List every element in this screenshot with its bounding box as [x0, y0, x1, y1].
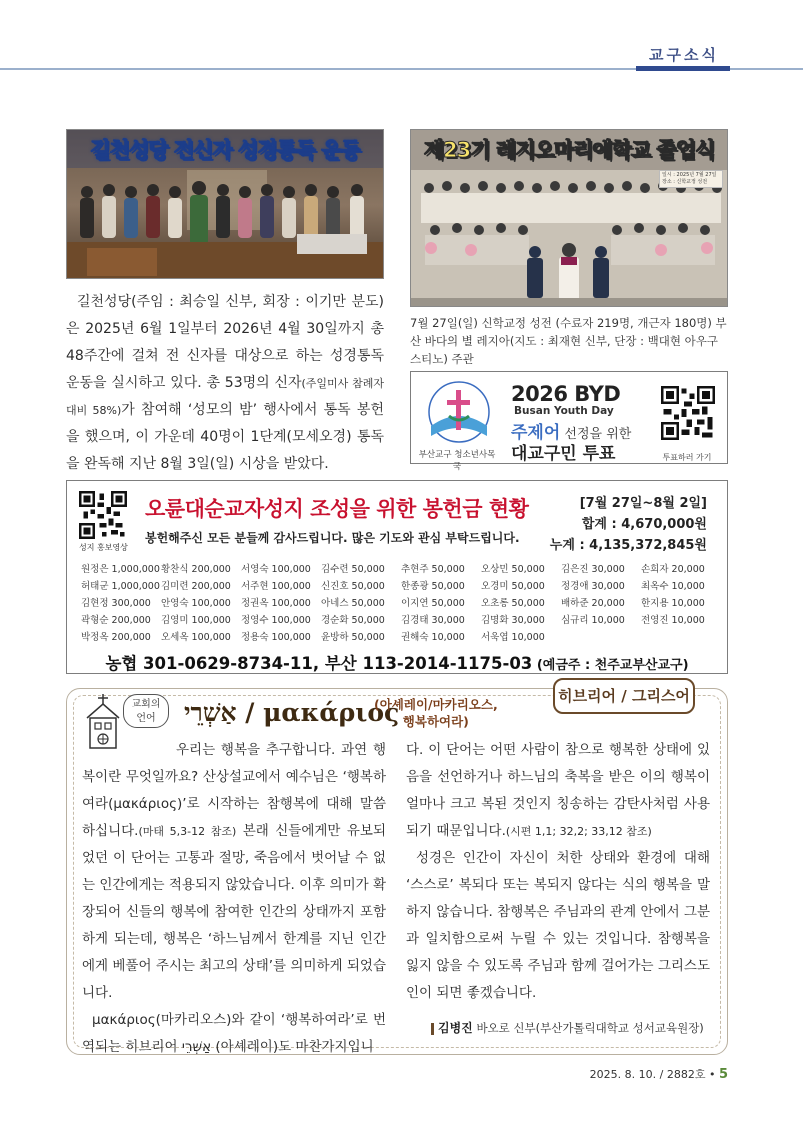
donation-status-box — [66, 480, 728, 674]
donor-cell: 윤방하 50,000 — [321, 632, 385, 643]
donor-cell: 경순화 50,000 — [321, 615, 385, 626]
donation-total: 합계 : 4,670,000원 — [581, 517, 707, 532]
donor-cell: 배하준 20,000 — [561, 598, 625, 609]
donor-row — [81, 629, 721, 646]
article-legio-caption: 7월 27일(일) 신학교정 성전 (수료자 219명, 개근자 180명) 부산 바다의 별 레지아(지도 : 최재현 신부, 단장 : 백대현 아우구스티노) 주관 — [410, 316, 727, 366]
donor-cell: 권해숙 10,000 — [401, 632, 465, 643]
byd-logo-icon — [419, 376, 499, 448]
byd-qr-label: 투표하러 가기 — [662, 453, 712, 462]
article-bible-reading-text: 길천성당(주임 : 최승일 신부, 회장 : 이기만 분도)은 2025년 6월 1일부터 2026년 4월 30일까지 총 48주간에 걸쳐 전 신자를 대상으로 하는 성경통독 운동을 실시하고 있다. 총 53명의 신자(주일미사 참례자 대비 58%)가 참여해 ‘성모의 밤’ 행사에서 통독 봉헌을 했으며, 이 가운데 40명이 1단계(모세오경) 통독을 완독해 지난 8월 3일(일) 시상을 받았다. — [66, 294, 384, 472]
article-bible-reading-note: (주일미사 참례자 대비 58%) — [66, 377, 384, 417]
donor-cell: 김경태 30,000 — [401, 615, 465, 626]
donor-cell: 오상민 50,000 — [481, 564, 545, 575]
author-marker — [431, 1023, 434, 1035]
byd-qr-code-icon[interactable] — [661, 386, 715, 440]
donor-cell: 추현주 50,000 — [401, 564, 465, 575]
donor-cell: 김은진 30,000 — [561, 564, 625, 575]
donor-cell: 안영숙 100,000 — [161, 598, 231, 609]
donor-cell: 오경미 50,000 — [481, 581, 545, 592]
donation-subtitle: 봉헌해주신 모든 분들께 감사드립니다. 많은 기도와 관심 부탁드립니다. — [145, 531, 520, 545]
photo-bible-reading — [66, 129, 384, 279]
donor-cell: 서욱엽 10,000 — [481, 632, 545, 643]
donor-cell: 전영진 10,000 — [641, 615, 705, 626]
donor-cell: 정용숙 100,000 — [241, 632, 311, 643]
donor-cell: 정영수 100,000 — [241, 615, 311, 626]
donor-cell: 오초롱 50,000 — [481, 598, 545, 609]
column-left-text: 우리는 행복을 추구합니다. 과연 행복이란 무엇일까요? 산상설교에서 예수님은 ‘행복하여라(μακάριος)’로 시작하는 참행복에 대해 말씀하십니다.(마태 5,3-12 참조) 본래 신들에게만 유보되었던 이 단어는 고통과 절망, 죽음에서 벗어날 수 없는 인간에게는 적용되지 않았습니다. 이후 의미가 확장되어 신들의 행복에 참여한 인간의 상태까지 포함하게 되는데, 행복은 ‘하느님께서 한계를 지닌 인간에게 베풀어 주시는 최고의 상태’를 의미하게 되었습니다. μακάριος(마카리오스)와 같이 ‘행복하여라’로 번역되는 히브리어 אַשְׁרֵי (아셰레이)도 마찬가지입니 — [82, 742, 386, 1055]
donor-cell: 오세옥 100,000 — [161, 632, 231, 643]
donor-table — [81, 561, 721, 646]
photo-bible-reading-title: 길천성당 전신자 성경통독 운동 — [90, 138, 360, 162]
donor-cell: 이지연 50,000 — [401, 598, 465, 609]
donor-cell: 최옥수 10,000 — [641, 581, 705, 592]
donation-qr-code-icon[interactable] — [79, 491, 127, 539]
donor-cell: 김미련 200,000 — [161, 581, 231, 592]
photo-legio-graduation — [410, 129, 728, 307]
donor-cell: 손희자 20,000 — [641, 564, 705, 575]
column-headword-gloss: (아셰레이/마카리오스, 행복하여라) — [374, 697, 498, 729]
donor-cell: 김수련 50,000 — [321, 564, 385, 575]
donor-cell: 박정옥 200,000 — [81, 632, 151, 643]
donor-cell — [561, 629, 641, 646]
donation-period: [7월 27일~8월 2일] — [579, 496, 707, 511]
page-footer: 2025. 8. 10. / 2882호 • 5 — [589, 1067, 728, 1082]
donor-cell: 서영숙 100,000 — [241, 564, 311, 575]
donor-cell: 정권옥 100,000 — [241, 598, 311, 609]
donor-row — [81, 561, 721, 578]
donation-bank-accounts: 농협 301-0629-8734-11, 부산 113-2014-1175-03 (예금주 : 천주교부산교구) — [105, 654, 689, 673]
language-tag: 히브리어 / 그리스어 — [553, 678, 695, 714]
column-author: 김병진 바오로 신부(부산가톨릭대학교 성서교육원장) — [431, 1019, 704, 1036]
byd-vote-line: 대교구민 투표 — [511, 444, 616, 464]
column-right-text: 다. 이 단어는 어떤 사람이 참으로 행복한 상태에 있음을 선언하거나 하느님의 축복을 받은 이의 행복이 얼마나 크고 복된 것인지 칭송하는 감탄사처럼 사용되기 때문입니다.(시편 1,1; 32,2; 33,12 참조) 성경은 인간이 자신이 처한 상태와 환경에 대해 ‘스스로’ 복되다 또는 복되지 않다는 식의 행복을 말하지 않습니다. 참행복은 주님과의 관계 안에서 그분과 일치함으로써 누릴 수 있는 것입니다. 참행복을 잃지 않을 수 있도록 주님과 함께 걸어가는 그리스도인이 되면 좋겠습니다. — [406, 742, 710, 1001]
donor-row — [81, 612, 721, 629]
donor-cell: 서주현 100,000 — [241, 581, 311, 592]
donor-cell — [641, 629, 721, 646]
donor-cell: 허태군 1,000,000 — [81, 581, 160, 592]
column-headword: אַשְׁרֵי / μακάριος — [184, 698, 400, 727]
donor-cell: 심규리 10,000 — [561, 615, 625, 626]
church-language-badge: 교회의 언어 — [123, 694, 169, 728]
byd-title: 2026 BYD — [511, 382, 621, 406]
donor-cell: 한지용 10,000 — [641, 598, 705, 609]
section-title-underline — [636, 66, 730, 71]
donor-cell: 아네스 50,000 — [321, 598, 385, 609]
byd-theme-line: 주제어 선정을 위한 — [511, 423, 632, 443]
donor-row — [81, 578, 721, 595]
donor-cell: 원정은 1,000,000 — [81, 564, 160, 575]
donor-cell: 김명화 30,000 — [481, 615, 545, 626]
donor-cell: 정경애 30,000 — [561, 581, 625, 592]
donor-cell: 신진호 50,000 — [321, 581, 385, 592]
photo-legio-graduation-title: 제23기 레지오마리애학교 졸업식 — [423, 138, 715, 162]
donation-qr-label: 성지 홍보영상 — [79, 543, 128, 552]
byd-vote-box[interactable] — [410, 371, 728, 472]
donor-cell: 김현정 300,000 — [81, 598, 151, 609]
section-title: 교구소식 — [649, 46, 719, 64]
donor-cell: 곽형순 200,000 — [81, 615, 151, 626]
donation-cumulative: 누계 : 4,135,372,845원 — [549, 538, 707, 553]
page-number: 5 — [718, 1067, 728, 1082]
donor-cell: 한종광 50,000 — [401, 581, 465, 592]
donor-cell: 황찬식 200,000 — [161, 564, 231, 575]
byd-subtitle: Busan Youth Day — [514, 405, 614, 417]
donor-row — [81, 595, 721, 612]
byd-logo-caption: 부산교구 청소년사목국 — [418, 450, 496, 472]
photo-legio-graduation-banner: 일시 : 2025년 7월 27일 장소 : 신학교정 성전 — [659, 170, 723, 188]
donor-cell: 김영미 100,000 — [161, 615, 231, 626]
donation-title: 오륜대순교자성지 조성을 위한 봉헌금 현황 — [145, 497, 529, 521]
